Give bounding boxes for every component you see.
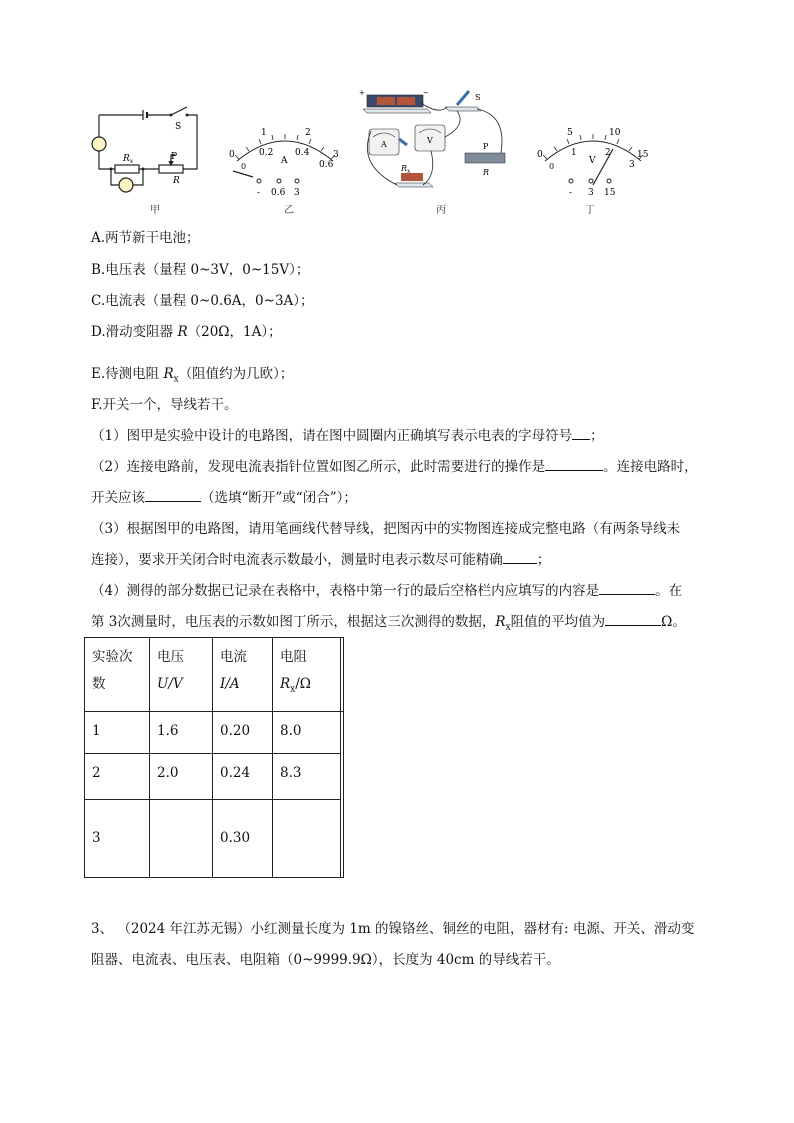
problem-3-line1: 3、 （2024 年江苏无锡）小红测量长度为 1m 的镍铬丝、铜丝的电阻，器材有: 电源、开关、滑动变 [91,921,695,937]
table-row [85,712,344,754]
bing-r-label: R [483,168,490,177]
ding-outer-0: 0 [537,150,543,160]
yi-term-3: 3 [294,188,300,198]
caption-jia: 甲 [150,205,160,216]
table-row [85,754,344,800]
ding-top-5: 5 [567,128,573,138]
yi-inner-04: 0.4 [295,148,310,158]
question-2-line2: 开关应该 （选填“断开”或“闭合”）； [91,490,357,506]
answer-blank-q1[interactable] [572,427,590,440]
yi-unit: A [281,156,288,166]
ding-unit: V [589,156,596,166]
voltmeter-dial-ding [533,125,653,205]
ding-inner-1: 1 [571,148,577,158]
caption-bing: 丙 [436,205,446,216]
problem-3-line2: 阻器、电流表、电压表、电阻箱（0~9999.9Ω），长度为 40cm 的导线若干。 [91,952,560,968]
question-1: （1）图甲是实验中设计的电路图，请在图中圆圈内正确填写表示电表的字母符号 ； [91,428,604,444]
ding-inner-2: 2 [605,148,611,158]
cell-current: 0.30 [213,800,273,878]
ding-top-10: 10 [609,128,621,138]
item-a: A.两节新干电池； [91,230,200,246]
yi-inner-06: 0.6 [319,160,334,170]
yi-term-06: 0.6 [271,188,286,198]
question-4-line1: （4）测得的部分数据已记录在表格中，表格中第一行的最后空格栏内应填写的内容是 。在 [91,583,683,599]
ding-term-15: 15 [604,188,616,198]
answer-blank-q4-average[interactable] [605,613,661,626]
item-c: C.电流表（量程 0~0.6A，0~3A）； [91,293,314,309]
ding-inner-zero: 0 [549,162,555,171]
answer-blank-q2-operation[interactable] [545,458,603,471]
ding-term-3: 3 [588,188,594,198]
measurement-table [84,637,344,878]
yi-inner-zero: 0 [241,162,247,171]
item-b: B.电压表（量程 0~3V，0~15V）； [91,262,310,278]
cell-trial: 2 [85,754,150,800]
header-blank-cell[interactable] [341,638,344,712]
answer-blank-q2-switch[interactable] [145,489,201,502]
extra-column [341,712,344,878]
yi-inner-02: 0.2 [259,148,274,158]
question-2-line1: （2）连接电路前，发现电流表指针位置如图乙所示，此时需要进行的操作是 。连接电路时， [91,459,698,475]
rx-label: R [123,154,130,164]
cell-voltage[interactable] [150,800,213,878]
bing-voltmeter: V [427,136,433,145]
svg-text:−: − [423,89,429,97]
item-d: D.滑动变阻器 R（20Ω，1A）； [91,324,282,340]
table-header-row [85,638,344,712]
caption-yi: 乙 [284,205,294,216]
header-resistance: 电阻 $R_x/\Omega$ [273,638,341,712]
question-3-line1: （3）根据图甲的电路图，请用笔画线代替导线，把图丙中的实物图连接成完整电路（有两条导线未 [91,521,681,537]
item-e: E.待测电阻 $R_x$（阻值约为几欧）； [91,366,294,385]
header-voltage: 电压 U/V [150,638,213,712]
svg-text:Rx: $R_x$ [401,164,411,175]
answer-blank-q3[interactable] [503,551,537,564]
switch-label: S [175,122,182,132]
bing-rx-label: R [401,164,408,173]
ding-term-neg: - [569,188,573,198]
p-label: P [171,152,178,162]
svg-text:+: + [359,89,365,97]
question-4-line2: 第 3次测量时，电压表的示数如图丁所示，根据这三次测得的数据，$R_x$阻值的平均值为 Ω。 [91,614,686,633]
bing-p-label: P [483,142,489,151]
ding-inner-3: 3 [629,160,635,170]
cell-trial: 3 [85,800,150,878]
cell-trial: 1 [85,712,150,754]
header-current: 电流 I/A [213,638,273,712]
table-row [85,800,344,878]
yi-top-1: 1 [261,128,267,138]
meter-circle-upper [92,137,106,151]
cell-resistance[interactable] [273,800,341,878]
figures-row [85,85,685,215]
circuit-diagram-jia [85,85,205,195]
svg-text:Rx: $R_x$ [123,154,134,165]
yi-top-2: 2 [305,128,311,138]
answer-blank-q4-header[interactable] [599,582,655,595]
ding-outer-15: 15 [637,150,649,160]
ammeter-dial-yi [225,125,345,205]
item-f: F.开关一个，导线若干。 [91,397,238,413]
cell-current: 0.20 [213,712,273,754]
cell-voltage: 2.0 [150,754,213,800]
cell-resistance: 8.3 [273,754,341,800]
bing-s-label: S [475,93,481,102]
meter-circle-lower [119,178,133,192]
yi-outer-3: 3 [333,150,339,160]
caption-ding: 丁 [585,205,595,216]
yi-outer-0: 0 [229,150,235,160]
cell-resistance: 8.0 [273,712,341,754]
physical-circuit-bing [357,85,517,200]
cell-voltage: 1.6 [150,712,213,754]
yi-term-neg: - [257,188,261,198]
header-trial-count: 实验次 数 [85,638,150,712]
cell-current: 0.24 [213,754,273,800]
question-3-line2: 连接），要求开关闭合时电流表示数最小，测量时电表示数尽可能精确 ； [91,552,551,568]
r-label: R [173,176,180,186]
bing-ammeter: A [381,140,387,149]
